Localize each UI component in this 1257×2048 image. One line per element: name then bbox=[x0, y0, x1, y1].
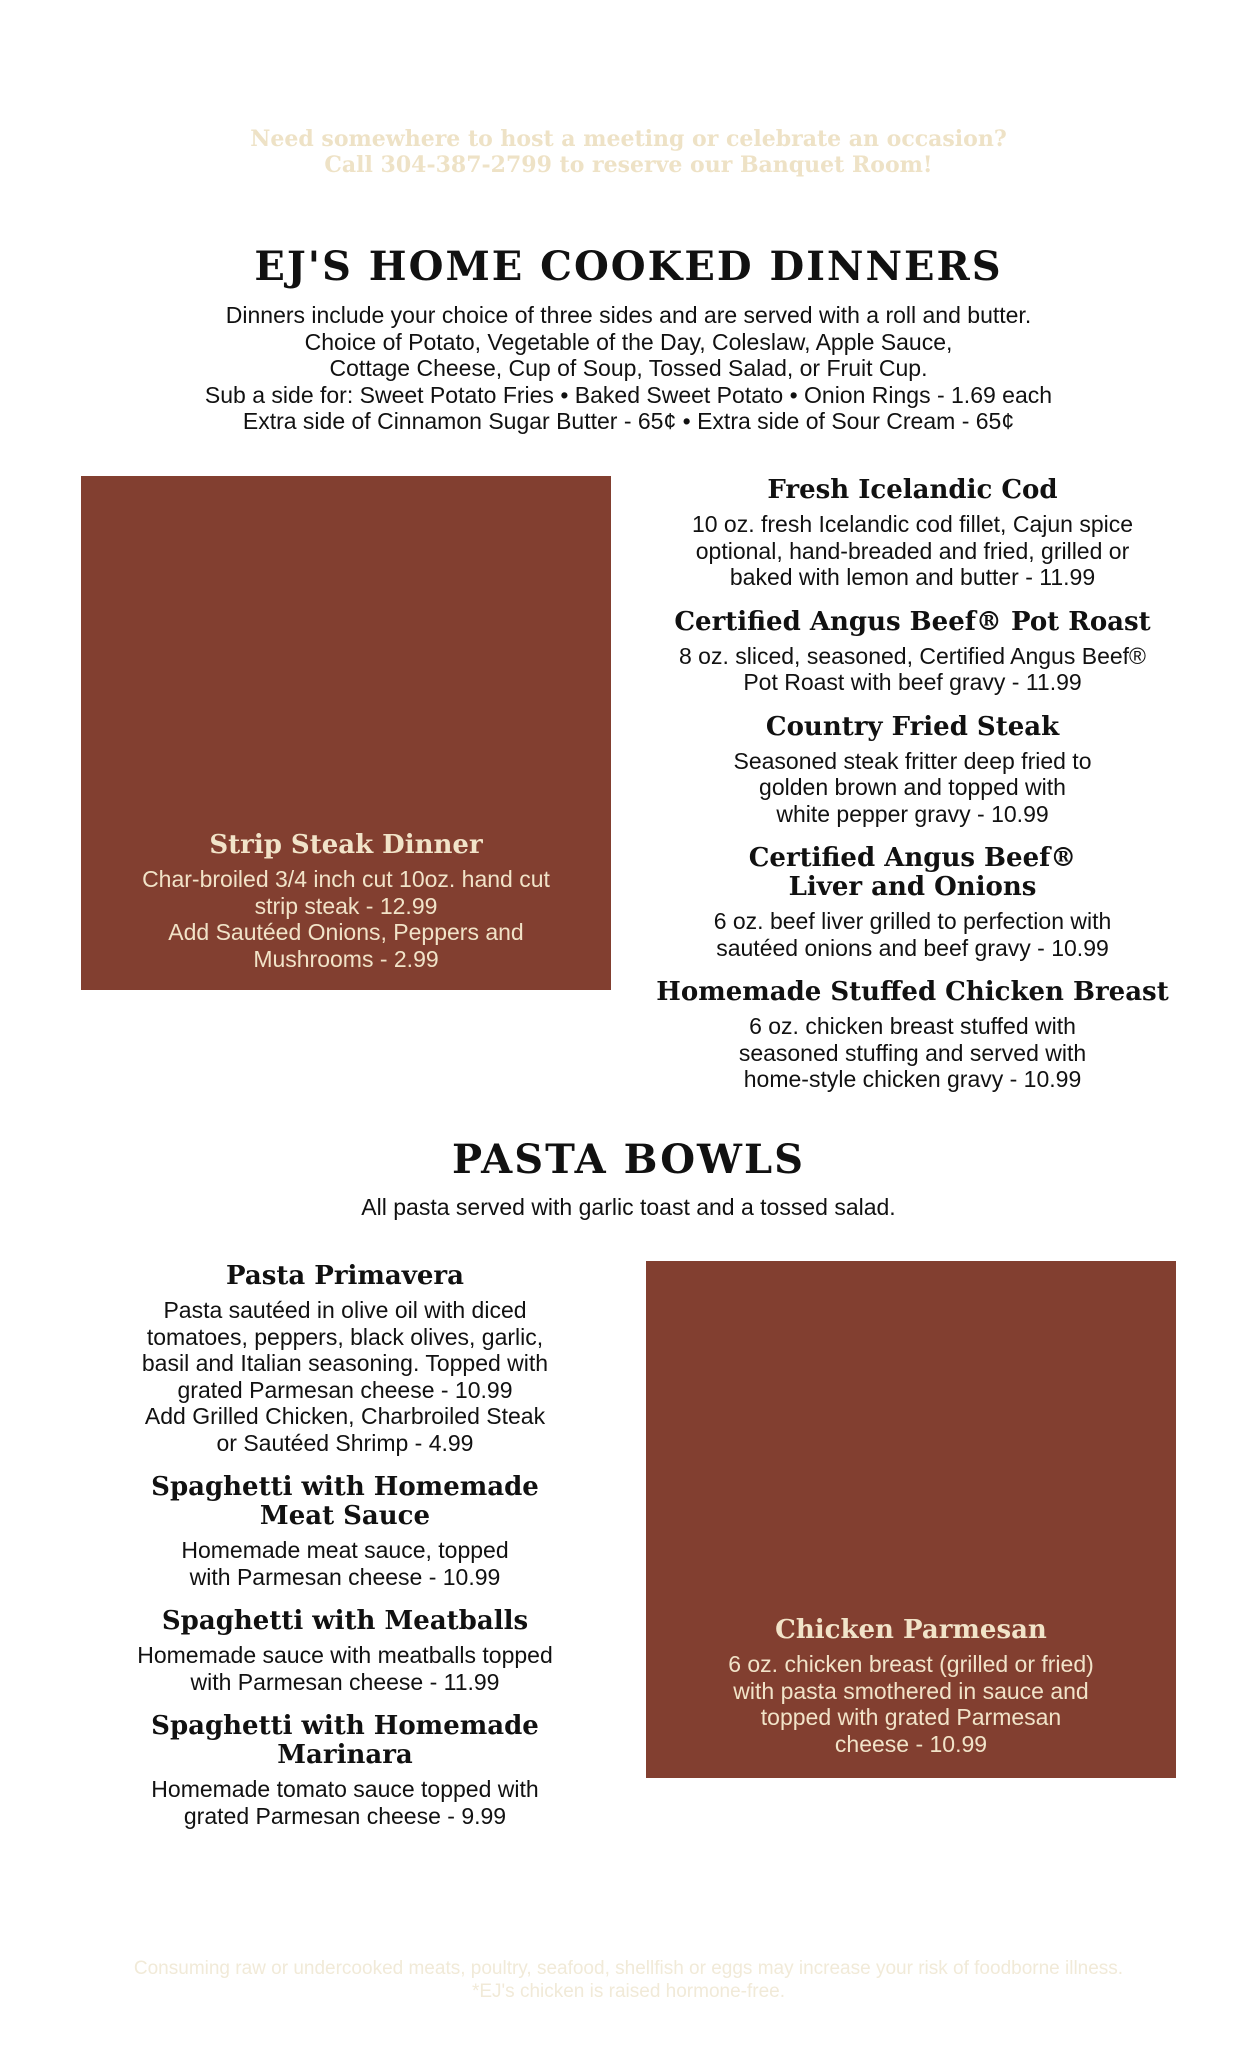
description-line: 6 oz. beef liver grilled to perfection with bbox=[713, 908, 1112, 934]
menu-item-pot-roast bbox=[635, 608, 1190, 696]
description-line: 10 oz. fresh Icelandic cod fillet, Cajun spice bbox=[691, 511, 1134, 537]
name-line: Spaghetti with Homemade bbox=[151, 1711, 539, 1741]
description-line: Mushrooms - 2.99 bbox=[253, 945, 439, 972]
description-line: grated Parmesan cheese - 10.99 bbox=[177, 1376, 513, 1403]
description-line: tomatoes, peppers, black olives, garlic, bbox=[146, 1323, 544, 1350]
menu-item-name: Certified Angus Beef® Pot Roast bbox=[674, 606, 1151, 637]
menu-item-name: Spaghetti with Meatballs bbox=[161, 1606, 529, 1636]
dinners-intro-line: Choice of Potato, Vegetable of the Day, Coleslaw, Apple Sauce, bbox=[304, 328, 953, 355]
description-line: seasoned stuffing and served with bbox=[738, 1039, 1087, 1066]
menu-item-country-fried-steak bbox=[635, 713, 1190, 828]
banquet-line-1: Need somewhere to host a meeting or celebrate an occasion? bbox=[250, 126, 1007, 152]
menu-item-name: Pasta Primavera bbox=[226, 1261, 464, 1291]
food-safety-disclaimer bbox=[0, 1957, 1257, 2003]
description-line: topped with grated Parmesan bbox=[760, 1704, 1062, 1730]
description-line: Pot Roast with beef gravy - 11.99 bbox=[743, 669, 1082, 695]
menu-item-name bbox=[95, 1473, 595, 1531]
description-line: Homemade meat sauce, topped bbox=[181, 1537, 509, 1563]
description-line: Add Sautéed Onions, Peppers and bbox=[168, 919, 524, 945]
menu-item-description bbox=[95, 1297, 595, 1456]
menu-item-spaghetti-meat-sauce bbox=[95, 1473, 595, 1590]
menu-item-pasta-primavera bbox=[95, 1262, 595, 1456]
menu-item-name bbox=[95, 1712, 595, 1770]
menu-item-name: Fresh Icelandic Cod bbox=[767, 475, 1058, 505]
strip-steak-description bbox=[81, 866, 611, 972]
description-line: white pepper gravy - 10.99 bbox=[776, 800, 1049, 827]
description-line: optional, hand-breaded and fried, grilled or bbox=[695, 537, 1130, 564]
dinners-menu-list bbox=[635, 476, 1190, 1113]
description-line: sautéed onions and beef gravy - 10.99 bbox=[716, 934, 1109, 961]
description-line: baked with lemon and butter - 11.99 bbox=[729, 564, 1096, 590]
description-line: golden brown and topped with bbox=[759, 774, 1066, 800]
description-line: basil and Italian seasoning. Topped with bbox=[141, 1350, 549, 1376]
menu-item-name: Country Fried Steak bbox=[765, 711, 1060, 742]
menu-item-description bbox=[635, 643, 1190, 696]
banquet-notice bbox=[0, 126, 1257, 178]
name-line: Liver and Onions bbox=[788, 872, 1037, 902]
menu-item-description bbox=[95, 1776, 595, 1829]
strip-steak-feature-box bbox=[81, 476, 611, 990]
description-line: Seasoned steak fritter deep fried to bbox=[733, 747, 1092, 774]
description-line: grated Parmesan cheese - 9.99 bbox=[183, 1802, 507, 1829]
description-line: with Parmesan cheese - 10.99 bbox=[189, 1563, 501, 1590]
menu-item-spaghetti-meatballs bbox=[95, 1607, 595, 1695]
chicken-parmesan-name: Chicken Parmesan bbox=[775, 1615, 1047, 1645]
dinners-intro-line: Dinners include your choice of three sides and are served with a roll and butter. bbox=[225, 302, 1032, 328]
dinners-intro-line: Extra side of Cinnamon Sugar Butter - 65¢ • Extra side of Sour Cream - 65¢ bbox=[242, 408, 1015, 434]
menu-item-name: Homemade Stuffed Chicken Breast bbox=[656, 977, 1169, 1007]
chicken-parmesan-feature-box bbox=[646, 1261, 1176, 1778]
menu-item-description bbox=[95, 1642, 595, 1695]
pasta-menu-list bbox=[95, 1262, 595, 1849]
description-line: cheese - 10.99 bbox=[834, 1730, 988, 1757]
name-line: Meat Sauce bbox=[259, 1501, 431, 1531]
dinners-intro bbox=[0, 302, 1257, 435]
disclaimer-line: Consuming raw or undercooked meats, poultry, seafood, shellfish or eggs may increase your risk of foodborne illness. bbox=[133, 1958, 1124, 1979]
description-line: 8 oz. sliced, seasoned, Certified Angus Beef® bbox=[679, 642, 1146, 669]
description-line: Char-broiled 3/4 inch cut 10oz. hand cut bbox=[142, 866, 550, 892]
description-line: or Sautéed Shrimp - 4.99 bbox=[216, 1429, 474, 1456]
menu-item-description bbox=[635, 511, 1190, 591]
menu-item-description bbox=[635, 748, 1190, 828]
dinners-intro-line: Cottage Cheese, Cup of Soup, Tossed Salad, or Fruit Cup. bbox=[329, 355, 928, 381]
description-line: Pasta sautéed in olive oil with diced bbox=[163, 1297, 527, 1323]
description-line: strip steak - 12.99 bbox=[254, 892, 438, 919]
banquet-line-2: Call 304-387-2799 to reserve our Banquet Room! bbox=[324, 152, 933, 178]
hormone-free-note: *EJ's chicken is raised hormone-free. bbox=[471, 1981, 786, 2002]
name-line: Certified Angus Beef® bbox=[748, 843, 1077, 873]
description-line: 6 oz. chicken breast (grilled or fried) bbox=[728, 1651, 1094, 1677]
name-line: Spaghetti with Homemade bbox=[151, 1472, 539, 1502]
chicken-parmesan-description bbox=[646, 1651, 1176, 1757]
menu-item-icelandic-cod bbox=[635, 476, 1190, 591]
description-line: with Parmesan cheese - 11.99 bbox=[190, 1668, 500, 1695]
menu-item-name bbox=[635, 844, 1190, 902]
description-line: Add Grilled Chicken, Charbroiled Steak bbox=[144, 1403, 546, 1429]
dinners-section-title: EJ'S HOME COOKED DINNERS bbox=[254, 243, 1003, 290]
menu-item-description bbox=[635, 908, 1190, 961]
menu-item-spaghetti-marinara bbox=[95, 1712, 595, 1829]
dinners-intro-line: Sub a side for: Sweet Potato Fries • Baked Sweet Potato • Onion Rings - 1.69 each bbox=[204, 381, 1053, 408]
name-line: Marinara bbox=[277, 1740, 413, 1770]
menu-item-liver-and-onions bbox=[635, 844, 1190, 961]
strip-steak-name: Strip Steak Dinner bbox=[209, 830, 483, 860]
description-line: home-style chicken gravy - 10.99 bbox=[743, 1066, 1082, 1092]
description-line: 6 oz. chicken breast stuffed with bbox=[749, 1013, 1076, 1039]
description-line: Homemade sauce with meatballs topped bbox=[137, 1642, 553, 1668]
pasta-section-title: PASTA BOWLS bbox=[452, 1136, 805, 1183]
menu-item-description bbox=[635, 1013, 1190, 1093]
description-line: Homemade tomato sauce topped with bbox=[151, 1776, 539, 1802]
pasta-intro: All pasta served with garlic toast and a tossed salad. bbox=[361, 1194, 896, 1220]
menu-item-stuffed-chicken-breast bbox=[635, 978, 1190, 1093]
description-line: with pasta smothered in sauce and bbox=[733, 1677, 1089, 1704]
menu-item-description bbox=[95, 1537, 595, 1590]
